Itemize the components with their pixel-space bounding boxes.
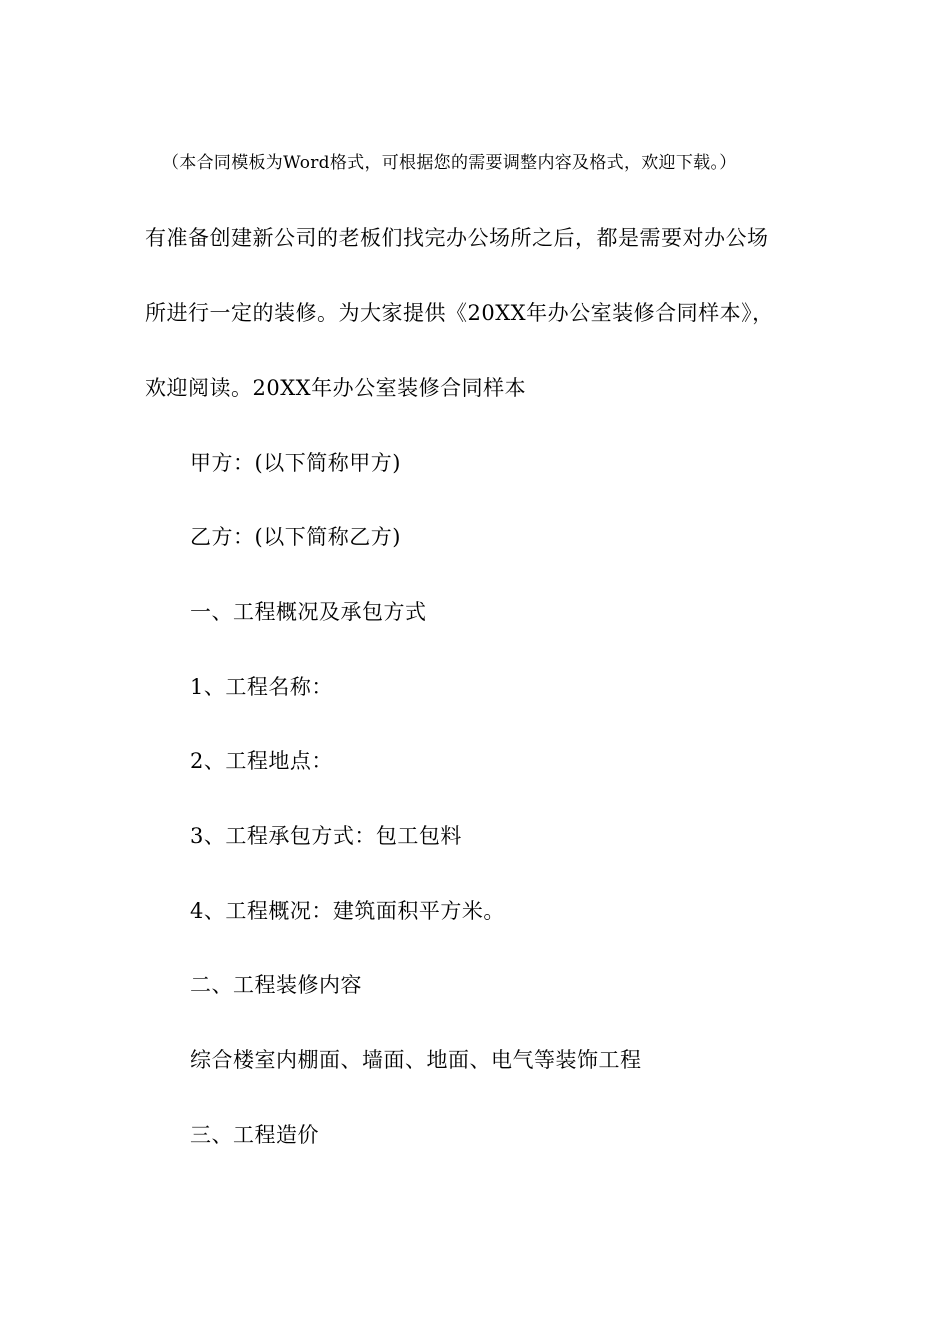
section-1-title: 一、工程概况及承包方式 xyxy=(190,600,427,624)
intro-line-3: 欢迎阅读。20XX年办公室装修合同样本 xyxy=(145,376,527,400)
intro-line-1: 有准备创建新公司的老板们找完办公场所之后，都是需要对办公场 xyxy=(145,226,769,250)
section-1-item-1: 1、工程名称： xyxy=(190,675,333,699)
party-b-line: 乙方：(以下简称乙方) xyxy=(190,525,401,549)
section-1-item-3: 3、工程承包方式：包工包料 xyxy=(190,824,462,848)
intro-line-2: 所进行一定的装修。为大家提供《20XX年办公室装修合同样本》， xyxy=(145,301,774,325)
section-1-item-2: 2、工程地点： xyxy=(190,749,333,773)
section-1-item-4: 4、工程概况：建筑面积平方米。 xyxy=(190,899,505,923)
section-2-body: 综合楼室内棚面、墙面、地面、电气等装饰工程 xyxy=(190,1048,642,1072)
party-a-line: 甲方：(以下简称甲方) xyxy=(190,451,401,475)
template-note: （本合同模板为Word格式，可根据您的需要调整内容及格式，欢迎下载。） xyxy=(162,153,737,173)
section-2-title: 二、工程装修内容 xyxy=(190,973,362,997)
section-3-title: 三、工程造价 xyxy=(190,1123,319,1147)
